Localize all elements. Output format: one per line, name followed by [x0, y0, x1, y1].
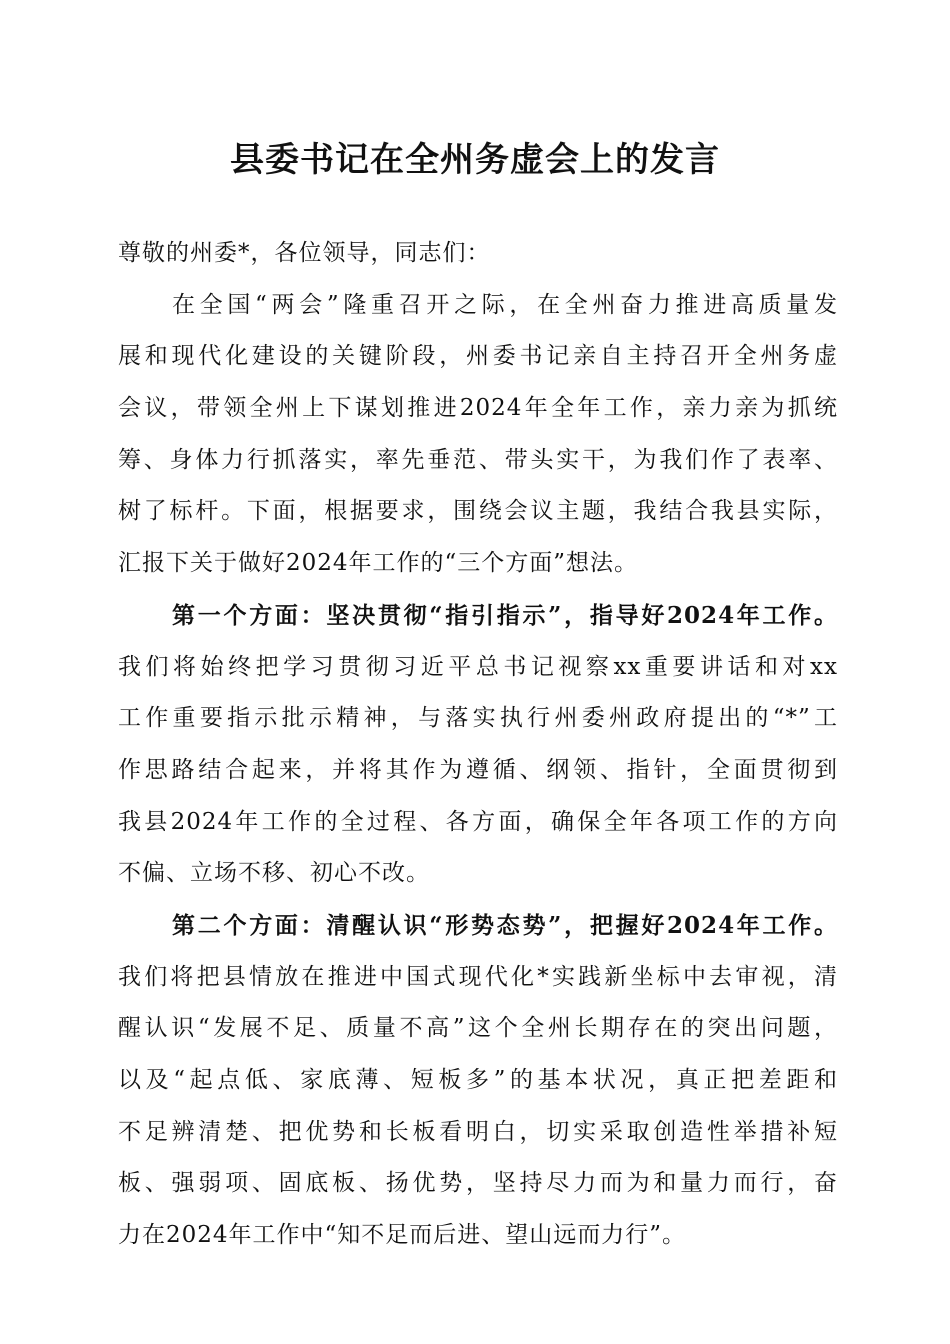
section-heading: 第二个方面：清醒认识“形势态势”，把握好2024年工作。 — [172, 911, 838, 939]
paragraph-line: 树了标杆。下面，根据要求，围绕会议主题，我结合我县实际， — [118, 498, 838, 525]
paragraph-line: 作思路结合起来，并将其作为遵循、纲领、指针，全面贯彻到 — [118, 756, 838, 783]
document-body — [118, 228, 838, 1262]
paragraph-line: 我们将始终把学习贯彻习近平总书记视察xx重要讲话和对xx — [118, 653, 838, 680]
paragraph-line: 在全国“两会”隆重召开之际，在全州奋力推进高质量发 — [172, 291, 838, 318]
paragraph-aspect-one — [118, 590, 838, 900]
paragraph-line: 我们将把县情放在推进中国式现代化*实践新坐标中去审视，清 — [118, 963, 838, 990]
paragraph-intro — [118, 280, 838, 590]
paragraph-line: 力在2024年工作中“知不足而后进、望山远而力行”。 — [118, 1222, 687, 1249]
paragraph-line: 板、强弱项、固底板、扬优势，坚持尽力而为和量力而行，奋 — [118, 1170, 838, 1197]
paragraph-line: 工作重要指示批示精神，与落实执行州委州政府提出的“*”工 — [118, 705, 838, 732]
paragraph-line: 展和现代化建设的关键阶段，州委书记亲自主持召开全州务虚 — [118, 343, 838, 370]
paragraph-line: 不偏、立场不移、初心不改。 — [118, 860, 430, 887]
paragraph-line: 以及“起点低、家底薄、短板多”的基本状况，真正把差距和 — [118, 1067, 838, 1093]
paragraph-aspect-two — [118, 900, 838, 1262]
paragraph-line: 汇报下关于做好2024年工作的“三个方面”想法。 — [118, 550, 639, 577]
paragraph-line: 不足辨清楚、把优势和长板看明白，切实采取创造性举措补短 — [118, 1118, 838, 1145]
paragraph-line: 我县2024年工作的全过程、各方面，确保全年各项工作的方向 — [118, 808, 838, 835]
document-title: 县委书记在全州务虚会上的发言 — [230, 140, 720, 180]
paragraph-line: 筹、身体力行抓落实，率先垂范、带头实干，为我们作了表率、 — [118, 446, 838, 473]
paragraph-line: 会议，带领全州上下谋划推进2024年全年工作，亲力亲为抓统 — [118, 395, 838, 422]
section-heading: 第一个方面：坚决贯彻“指引指示”，指导好2024年工作。 — [172, 601, 838, 629]
paragraph-line: 醒认识“发展不足、质量不高”这个全州长期存在的突出问题， — [118, 1015, 838, 1042]
salutation: 尊敬的州委*，各位领导，同志们： — [118, 240, 491, 266]
